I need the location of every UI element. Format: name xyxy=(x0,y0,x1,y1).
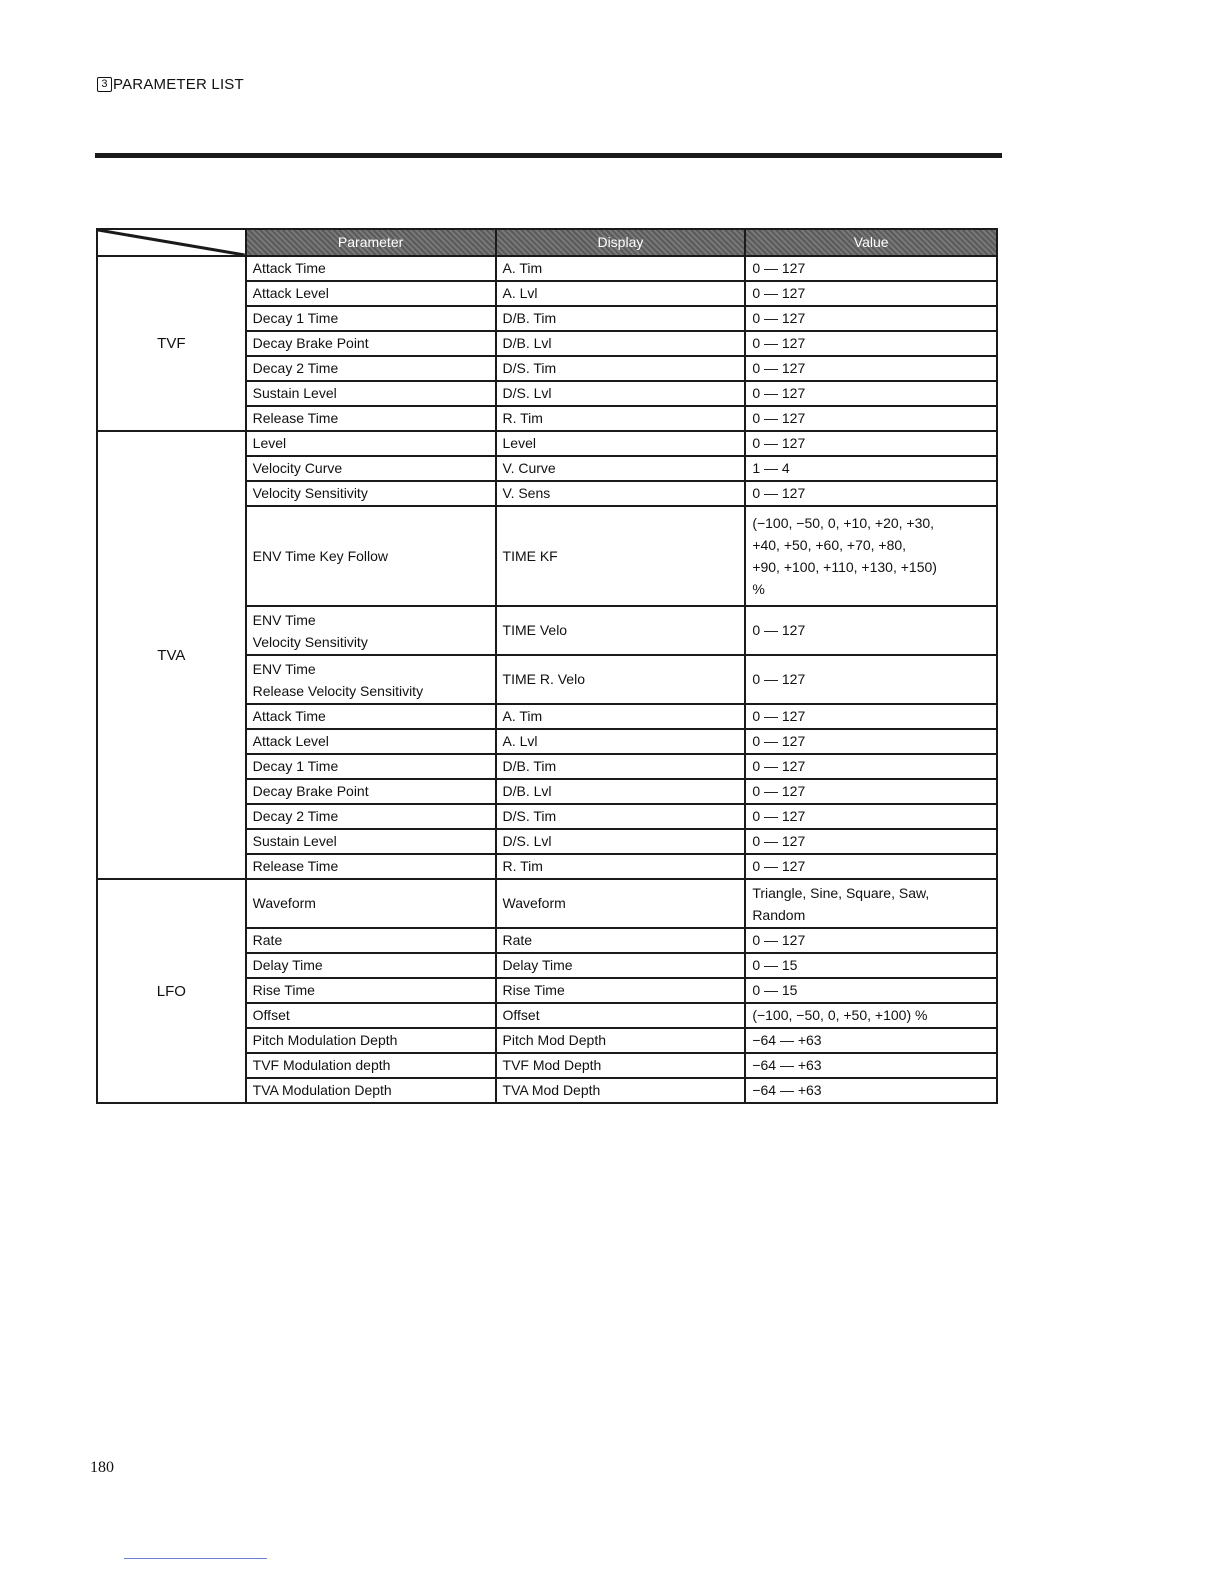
value-cell: 0 — 15 xyxy=(745,953,997,978)
group-label-tvf: TVF xyxy=(97,256,246,431)
value-line: Triangle, Sine, Square, Saw, xyxy=(752,884,930,901)
value-cell: 0 — 127 xyxy=(745,729,997,754)
display-cell: R. Tim xyxy=(496,406,746,431)
parameter-cell: Sustain Level xyxy=(246,829,496,854)
display-cell: D/S. Tim xyxy=(496,356,746,381)
value-cell: 0 — 127 xyxy=(745,704,997,729)
value-cell: 0 — 127 xyxy=(745,306,997,331)
value-cell: −64 — +63 xyxy=(745,1028,997,1053)
parameter-cell: Decay 1 Time xyxy=(246,306,496,331)
parameter-cell: Attack Level xyxy=(246,281,496,306)
parameter-cell: Delay Time xyxy=(246,953,496,978)
table-header-row xyxy=(97,229,997,256)
value-cell: 0 — 127 xyxy=(745,606,997,655)
parameter-cell: Release Time xyxy=(246,854,496,879)
parameter-cell: Velocity Curve xyxy=(246,456,496,481)
display-cell: A. Tim xyxy=(496,256,746,281)
value-cell: 0 — 127 xyxy=(745,381,997,406)
parameter-line: Velocity Sensitivity xyxy=(252,633,368,650)
page-number: 180 xyxy=(90,1459,114,1476)
diagonal-slash xyxy=(98,230,245,255)
value-cell: 0 — 127 xyxy=(745,829,997,854)
display-cell: Pitch Mod Depth xyxy=(496,1028,746,1053)
display-cell: D/S. Lvl xyxy=(496,381,746,406)
value-cell: (−100, −50, 0, +50, +100) % xyxy=(745,1003,997,1028)
value-cell: −64 — +63 xyxy=(745,1053,997,1078)
display-cell: Level xyxy=(496,431,746,456)
parameter-cell xyxy=(246,655,496,704)
group-label-lfo: LFO xyxy=(97,879,246,1103)
value-cell: 0 — 127 xyxy=(745,256,997,281)
header-value: Value xyxy=(745,229,997,256)
parameter-line: Release Velocity Sensitivity xyxy=(252,682,424,699)
parameter-cell: Attack Time xyxy=(246,704,496,729)
display-cell: D/B. Tim xyxy=(496,754,746,779)
display-cell: D/B. Lvl xyxy=(496,331,746,356)
parameter-cell: Decay 1 Time xyxy=(246,754,496,779)
display-cell: Rise Time xyxy=(496,978,746,1003)
parameter-cell: Rate xyxy=(246,928,496,953)
parameter-cell: TVA Modulation Depth xyxy=(246,1078,496,1103)
display-cell: D/B. Lvl xyxy=(496,779,746,804)
display-cell: D/S. Lvl xyxy=(496,829,746,854)
value-cell: 1 — 4 xyxy=(745,456,997,481)
section-number-badge: 3 xyxy=(97,77,112,92)
value-cell: 0 — 127 xyxy=(745,854,997,879)
header-display: Display xyxy=(496,229,746,256)
display-cell: A. Lvl xyxy=(496,729,746,754)
display-cell: A. Tim xyxy=(496,704,746,729)
value-cell: 0 — 127 xyxy=(745,356,997,381)
display-cell: D/B. Tim xyxy=(496,306,746,331)
display-cell: Offset xyxy=(496,1003,746,1028)
value-cell: 0 — 127 xyxy=(745,406,997,431)
table-row xyxy=(97,256,997,281)
parameter-line: ENV Time xyxy=(252,660,316,677)
value-line: % xyxy=(752,581,765,597)
value-cell xyxy=(745,879,997,928)
display-cell: R. Tim xyxy=(496,854,746,879)
parameter-cell: Decay 2 Time xyxy=(246,356,496,381)
parameter-cell: TVF Modulation depth xyxy=(246,1053,496,1078)
value-cell: 0 — 127 xyxy=(745,281,997,306)
value-cell: −64 — +63 xyxy=(745,1078,997,1103)
value-line: Random xyxy=(752,906,806,923)
value-cell: 0 — 127 xyxy=(745,655,997,704)
display-cell: D/S. Tim xyxy=(496,804,746,829)
group-label-tva: TVA xyxy=(97,431,246,879)
value-line: +40, +50, +60, +70, +80, xyxy=(752,537,907,553)
table-row xyxy=(97,431,997,456)
display-cell: Delay Time xyxy=(496,953,746,978)
parameter-cell: Decay Brake Point xyxy=(246,331,496,356)
header-parameter: Parameter xyxy=(246,229,496,256)
value-line: +90, +100, +110, +130, +150) xyxy=(752,559,937,575)
display-cell: TIME Velo xyxy=(496,606,746,655)
value-cell: 0 — 127 xyxy=(745,481,997,506)
parameter-cell: Sustain Level xyxy=(246,381,496,406)
parameter-cell xyxy=(246,606,496,655)
table-row xyxy=(97,879,997,928)
value-line: (−100, −50, 0, +10, +20, +30, xyxy=(752,515,935,531)
parameter-cell: Attack Level xyxy=(246,729,496,754)
section-title: PARAMETER LIST xyxy=(113,76,244,93)
heading-rule xyxy=(95,153,1002,158)
value-cell: 0 — 15 xyxy=(745,978,997,1003)
display-cell: Waveform xyxy=(496,879,746,928)
parameter-line: ENV Time xyxy=(252,611,316,628)
parameter-cell: Offset xyxy=(246,1003,496,1028)
display-cell: TIME R. Velo xyxy=(496,655,746,704)
value-cell: 0 — 127 xyxy=(745,331,997,356)
display-cell: TIME KF xyxy=(496,506,746,606)
display-cell: TVA Mod Depth xyxy=(496,1078,746,1103)
parameter-cell: Decay 2 Time xyxy=(246,804,496,829)
parameter-cell: Attack Time xyxy=(246,256,496,281)
value-cell: 0 — 127 xyxy=(745,928,997,953)
section-heading xyxy=(97,76,244,93)
value-cell: 0 — 127 xyxy=(745,754,997,779)
parameter-cell: Level xyxy=(246,431,496,456)
display-cell: TVF Mod Depth xyxy=(496,1053,746,1078)
parameter-table xyxy=(96,228,998,1104)
footer-link-line xyxy=(124,1558,267,1559)
parameter-cell: Release Time xyxy=(246,406,496,431)
value-cell: 0 — 127 xyxy=(745,779,997,804)
value-cell xyxy=(745,506,997,606)
value-cell: 0 — 127 xyxy=(745,804,997,829)
display-cell: A. Lvl xyxy=(496,281,746,306)
display-cell: Rate xyxy=(496,928,746,953)
parameter-cell: Waveform xyxy=(246,879,496,928)
parameter-cell: Rise Time xyxy=(246,978,496,1003)
parameter-cell: Pitch Modulation Depth xyxy=(246,1028,496,1053)
parameter-cell: Velocity Sensitivity xyxy=(246,481,496,506)
corner-cell xyxy=(97,229,246,256)
parameter-cell: ENV Time Key Follow xyxy=(246,506,496,606)
display-cell: V. Sens xyxy=(496,481,746,506)
display-cell: V. Curve xyxy=(496,456,746,481)
value-cell: 0 — 127 xyxy=(745,431,997,456)
parameter-cell: Decay Brake Point xyxy=(246,779,496,804)
